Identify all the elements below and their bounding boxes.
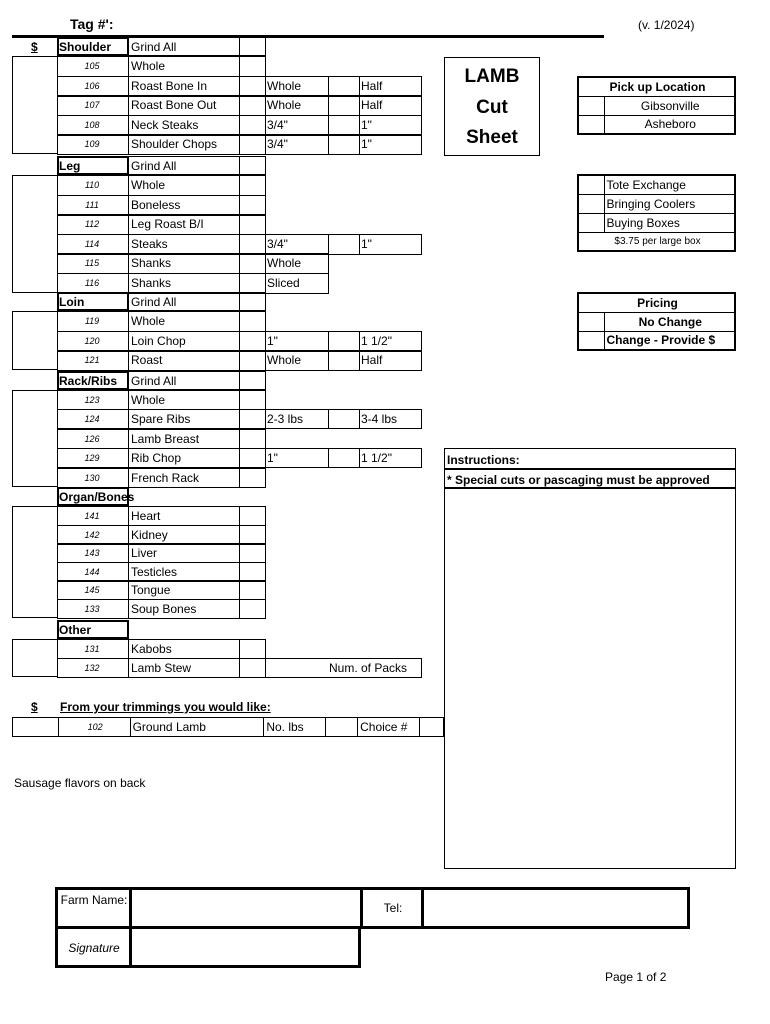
shoulder-row-3-opt2-label: 1" [361, 118, 372, 132]
loin-row-1-divider [128, 331, 129, 352]
shoulder-row-1-checkbox[interactable] [239, 76, 266, 97]
shoulder-row-4-name: Shoulder Chops [131, 137, 218, 151]
version-label: (v. 1/2024) [638, 18, 695, 32]
tel-label: Tel: [383, 901, 403, 915]
loin-row-2-code: 121 [84, 355, 100, 365]
shoulder-row-1-divider [128, 76, 129, 97]
organ-label-cell [57, 487, 129, 506]
leg-row-0-checkbox[interactable] [239, 175, 266, 196]
shoulder-row-3-opt1-label: 3/4" [267, 118, 288, 132]
rack-row-2-divider [128, 429, 129, 449]
loin-row-0-name: Whole [131, 314, 166, 328]
loin-grind-checkbox[interactable] [239, 292, 266, 311]
shoulder-row-1-code: 106 [84, 81, 100, 91]
other-row-0-checkbox[interactable] [239, 639, 266, 659]
containers-table [577, 174, 736, 252]
leg-row-2-checkbox[interactable] [239, 214, 266, 235]
leg-row-1-name: Boneless [131, 198, 181, 212]
organ-row-5-name: Soup Bones [131, 602, 197, 616]
rack-row-1-divider [128, 409, 129, 429]
shoulder-grind-checkbox[interactable] [239, 37, 266, 56]
trim-dollar-label: $ [31, 700, 38, 714]
trim-lbs-label: No. lbs [264, 718, 326, 737]
pickup-table [577, 76, 736, 135]
boxes-checkbox[interactable] [578, 213, 604, 232]
organ-row-5-code: 133 [84, 604, 100, 614]
rack-row-3-opt1-label: 1" [267, 451, 278, 465]
instructions-note: * Special cuts or pascaging must be approved [447, 473, 710, 487]
other-row-1-code: 132 [84, 663, 100, 673]
leg-price-cell[interactable] [12, 175, 58, 293]
leg-row-3-divider [128, 234, 129, 255]
rack-section-label: Rack/Ribs [59, 374, 118, 388]
trim-price-cell[interactable] [13, 718, 59, 737]
shoulder-section-label: Shoulder [59, 40, 112, 54]
loin-row-0-divider [128, 311, 129, 332]
rack-row-0-divider [128, 390, 129, 410]
leg-row-5-code: 116 [84, 278, 100, 288]
organ-row-2-code: 143 [84, 548, 100, 558]
leg-row-2-name: Leg Roast B/I [131, 217, 204, 231]
organ-row-1-divider [128, 525, 129, 545]
organ-row-0-divider [128, 506, 129, 526]
loin-row-2-opt1-check[interactable] [328, 350, 360, 371]
loin-row-1-opt1-label: 1" [267, 334, 278, 348]
loin-row-2-divider [128, 350, 129, 371]
leg-row-1-divider [128, 195, 129, 216]
loin-grind-label: Grind All [131, 295, 177, 309]
farm-row [55, 887, 690, 929]
organ-row-4-checkbox[interactable] [239, 580, 266, 600]
leg-row-4-checkbox[interactable] [239, 253, 266, 274]
other-row-1-checkbox[interactable] [239, 658, 266, 678]
leg-row-5-name: Shanks [131, 276, 172, 290]
boxes-option: Buying Boxes [604, 213, 735, 232]
trim-choice-label: Choice # [358, 718, 420, 737]
organ-row-1-checkbox[interactable] [239, 525, 266, 545]
leg-row-3-opt2-label: 1" [361, 237, 372, 251]
organ-row-0-checkbox[interactable] [239, 506, 266, 526]
rack-row-3-code: 129 [84, 453, 100, 463]
leg-row-1-checkbox[interactable] [239, 195, 266, 216]
organ-row-2-divider [128, 543, 129, 563]
shoulder-row-2-checkbox[interactable] [239, 95, 266, 116]
trimmings-heading: From your trimmings you would like: [60, 700, 271, 714]
trimmings-row [12, 717, 444, 737]
organ-row-5-divider [128, 599, 129, 619]
pickup-option-gibsonville: Gibsonville [604, 96, 735, 115]
shoulder-row-0-divider [128, 56, 129, 77]
shoulder-row-0-code: 105 [84, 61, 100, 71]
leg-row-0-name: Whole [131, 178, 166, 192]
shoulder-row-3-name: Neck Steaks [131, 118, 199, 132]
organ-row-1-code: 142 [84, 530, 100, 540]
instructions-rule-1 [445, 468, 735, 470]
organ-row-3-name: Testicles [131, 565, 178, 579]
rack-grind-checkbox[interactable] [239, 371, 266, 390]
shoulder-row-1-name: Roast Bone In [131, 79, 208, 93]
rack-grind-label: Grind All [131, 374, 177, 388]
farm-name-label: Farm Name: [60, 893, 128, 907]
shoulder-row-2-opt1-label: Whole [267, 98, 302, 112]
organ-row-4-name: Tongue [131, 583, 171, 597]
pricing-table [577, 292, 736, 351]
leg-section-label: Leg [59, 159, 81, 173]
organ-row-0-name: Heart [131, 509, 161, 523]
loin-row-1-checkbox[interactable] [239, 331, 266, 352]
signature-row [55, 926, 361, 968]
shoulder-label-cell [57, 37, 129, 56]
rack-row-4-checkbox[interactable] [239, 468, 266, 488]
box-price: $3.75 per large box [578, 232, 735, 251]
shoulder-row-1-opt2-label: Half [361, 79, 383, 93]
rack-row-4-name: French Rack [131, 471, 200, 485]
rack-label-cell [57, 371, 129, 390]
loin-row-2-opt1-label: Whole [267, 353, 302, 367]
shoulder-row-1-opt1-label: Whole [267, 79, 302, 93]
organ-row-2-name: Liver [131, 546, 158, 560]
rack-row-3-name: Rib Chop [131, 451, 182, 465]
organ-row-4-divider [128, 580, 129, 600]
loin-row-0-checkbox[interactable] [239, 311, 266, 332]
title-line-2: Cut [476, 97, 508, 118]
rack-row-1-name: Spare Ribs [131, 412, 191, 426]
trim-num: 102 [58, 718, 130, 737]
signature-label: Signature [68, 941, 120, 955]
leg-row-3-name: Steaks [131, 237, 168, 251]
loin-section-label: Loin [59, 295, 85, 309]
leg-row-0-code: 110 [84, 180, 100, 190]
rack-row-0-code: 123 [84, 395, 100, 405]
signature-field[interactable] [132, 929, 358, 965]
organ-price-cell[interactable] [12, 506, 58, 618]
shoulder-price-cell[interactable] [12, 56, 58, 154]
shoulder-row-0-checkbox[interactable] [239, 56, 266, 77]
trim-name: Ground Lamb [130, 718, 264, 737]
pickup-title: Pick up Location [578, 77, 735, 96]
change-option: Change - Provide $ [604, 331, 735, 350]
leg-label-cell [57, 156, 129, 175]
shoulder-row-2-name: Roast Bone Out [131, 98, 217, 112]
leg-row-2-code: 112 [84, 219, 100, 229]
rack-row-3-opt1-check[interactable] [328, 448, 360, 468]
rack-row-3-divider [128, 448, 129, 468]
shoulder-row-4-opt2-label: 1" [361, 137, 372, 151]
shoulder-row-3-checkbox[interactable] [239, 115, 266, 136]
rack-row-0-name: Whole [131, 393, 166, 407]
rack-row-1-opt1-label: 2-3 lbs [267, 412, 304, 426]
other-row-1-name: Lamb Stew [131, 661, 192, 675]
rack-row-4-code: 130 [84, 473, 100, 483]
leg-row-3-opt1-label: 3/4" [267, 237, 288, 251]
leg-row-4-divider [128, 253, 129, 274]
leg-row-4-code: 115 [84, 258, 100, 268]
leg-row-5-divider [128, 273, 129, 294]
other-row-0-name: Kabobs [131, 642, 172, 656]
shoulder-row-1-opt1-check[interactable] [328, 76, 360, 97]
rack-row-2-code: 126 [84, 434, 100, 444]
leg-row-3-code: 114 [84, 239, 100, 249]
leg-row-3-opt1-check[interactable] [328, 234, 360, 255]
instructions-box[interactable] [444, 448, 736, 869]
shoulder-grind-label: Grind All [131, 40, 177, 54]
shoulder-row-3-opt1-check[interactable] [328, 115, 360, 136]
title-line-1: LAMB [464, 66, 520, 87]
leg-grind-checkbox[interactable] [239, 156, 266, 175]
pickup-checkbox-gibsonville[interactable] [578, 96, 604, 115]
rack-row-4-divider [128, 468, 129, 488]
leg-row-2-divider [128, 214, 129, 235]
loin-row-0-code: 119 [84, 316, 100, 326]
leg-row-5-checkbox[interactable] [239, 273, 266, 294]
title-line-3: Sheet [466, 127, 518, 148]
loin-price-cell[interactable] [12, 311, 58, 370]
no-change-option: No Change [604, 312, 735, 331]
shoulder-row-4-checkbox[interactable] [239, 134, 266, 155]
rack-row-3-checkbox[interactable] [239, 448, 266, 468]
leg-row-4-name: Shanks [131, 256, 172, 270]
shoulder-row-4-opt1-check[interactable] [328, 134, 360, 155]
trim-lbs-input[interactable] [326, 718, 358, 737]
page-number: Page 1 of 2 [605, 970, 667, 984]
pricing-title: Pricing [578, 293, 735, 312]
tote-checkbox[interactable] [578, 175, 604, 194]
no-change-checkbox[interactable] [578, 312, 604, 331]
loin-row-2-checkbox[interactable] [239, 350, 266, 371]
tote-option: Tote Exchange [604, 175, 735, 194]
farm-name-field[interactable] [132, 890, 360, 926]
rack-row-1-opt1-check[interactable] [328, 409, 360, 429]
shoulder-row-2-divider [128, 95, 129, 116]
other-row-1-packs-label: Num. of Packs [329, 661, 408, 675]
tag-label: Tag #': [70, 16, 114, 32]
leg-grind-label: Grind All [131, 159, 177, 173]
loin-row-1-opt1-check[interactable] [328, 331, 360, 352]
shoulder-row-3-code: 108 [84, 120, 100, 130]
rack-row-0-checkbox[interactable] [239, 390, 266, 410]
leg-row-5-opt1-label: Sliced [267, 276, 300, 290]
rack-row-2-checkbox[interactable] [239, 429, 266, 449]
rack-row-2-name: Lamb Breast [131, 432, 200, 446]
leg-row-3-checkbox[interactable] [239, 234, 266, 255]
leg-row-1-code: 111 [85, 200, 99, 210]
rack-row-1-opt2-label: 3-4 lbs [361, 412, 398, 426]
other-section-label: Other [59, 623, 92, 637]
organ-row-3-checkbox[interactable] [239, 562, 266, 582]
organ-row-2-checkbox[interactable] [239, 543, 266, 563]
loin-label-cell [57, 292, 129, 311]
organ-row-1-name: Kidney [131, 528, 168, 542]
sausage-note: Sausage flavors on back [14, 776, 146, 790]
other-price-cell[interactable] [12, 639, 58, 677]
coolers-checkbox[interactable] [578, 194, 604, 213]
organ-row-4-code: 145 [84, 585, 100, 595]
coolers-option: Bringing Coolers [604, 194, 735, 213]
rack-price-cell[interactable] [12, 390, 58, 487]
shoulder-row-4-opt1-label: 3/4" [267, 137, 288, 151]
shoulder-row-3-divider [128, 115, 129, 136]
other-row-0-code: 131 [84, 644, 100, 654]
organ-row-3-divider [128, 562, 129, 582]
shoulder-row-2-code: 107 [84, 100, 100, 110]
shoulder-row-4-code: 109 [84, 139, 100, 149]
leg-row-0-divider [128, 175, 129, 196]
other-label-cell [57, 620, 129, 639]
change-checkbox[interactable] [578, 331, 604, 350]
loin-row-2-opt2-label: Half [361, 353, 383, 367]
organ-row-5-checkbox[interactable] [239, 599, 266, 619]
leg-row-4-opt1-label: Whole [267, 256, 302, 270]
shoulder-row-2-opt1-check[interactable] [328, 95, 360, 116]
other-row-1-divider [128, 658, 129, 678]
tel-field[interactable] [424, 890, 687, 926]
loin-row-1-name: Loin Chop [131, 334, 186, 348]
pickup-option-asheboro: Asheboro [604, 115, 735, 134]
title-box [444, 57, 540, 156]
loin-row-2-name: Roast [131, 353, 163, 367]
rack-row-1-checkbox[interactable] [239, 409, 266, 429]
pickup-checkbox-asheboro[interactable] [578, 115, 604, 134]
rack-row-3-opt2-label: 1 1/2" [361, 451, 392, 465]
instructions-title: Instructions: [447, 453, 520, 467]
instructions-rule-2 [445, 487, 735, 489]
loin-row-1-code: 120 [84, 336, 100, 346]
shoulder-row-4-divider [128, 134, 129, 155]
shoulder-row-2-opt2-label: Half [361, 98, 383, 112]
organ-section-label: Organ/Bones [59, 490, 135, 504]
organ-row-3-code: 144 [84, 567, 100, 577]
rack-row-1-code: 124 [84, 414, 100, 424]
trim-choice-input[interactable] [420, 718, 444, 737]
loin-row-1-opt2-label: 1 1/2" [361, 334, 392, 348]
shoulder-row-0-name: Whole [131, 59, 166, 73]
other-row-0-divider [128, 639, 129, 659]
organ-row-0-code: 141 [84, 511, 100, 521]
dollar-label: $ [31, 40, 38, 54]
